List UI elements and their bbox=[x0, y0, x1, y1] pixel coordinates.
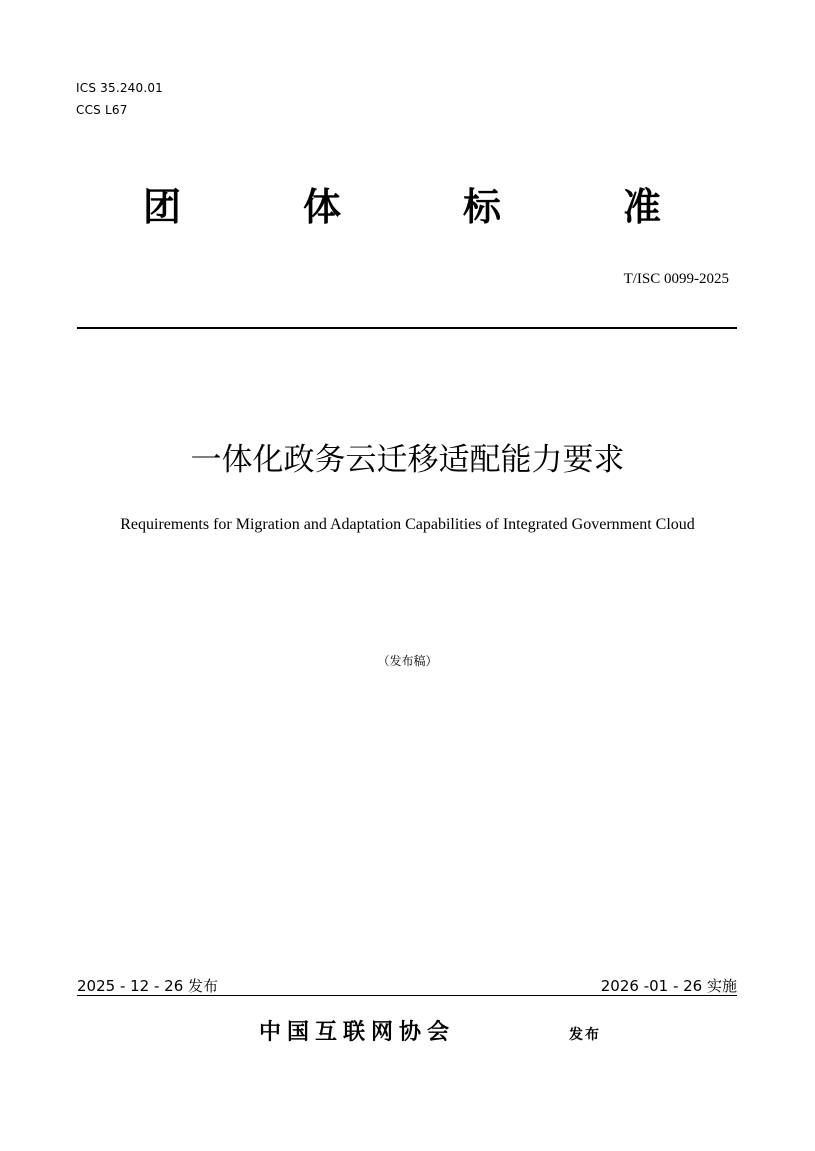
standard-number: T/ISC 0099-2025 bbox=[623, 271, 729, 287]
implementation-date: 2026 -01 - 26 实施 bbox=[600, 977, 737, 995]
ccs-code: CCS L67 bbox=[76, 103, 128, 117]
publisher-name: 中国互联网协会 bbox=[259, 1019, 456, 1045]
publisher-action: 发布 bbox=[569, 1027, 601, 1043]
standard-type-char-4: 准 bbox=[623, 184, 662, 229]
publish-date: 2025 - 12 - 26 发布 bbox=[77, 977, 219, 995]
ics-code: ICS 35.240.01 bbox=[76, 81, 164, 95]
document-title-english: Requirements for Migration and Adaptation Capabilities of Integrated Government Cloud bbox=[120, 516, 695, 533]
footer-divider bbox=[77, 995, 737, 996]
document-title-chinese: 一体化政务云迁移适配能力要求 bbox=[190, 442, 625, 478]
standard-type-char-3: 标 bbox=[463, 184, 502, 229]
standard-type-char-2: 体 bbox=[303, 184, 342, 229]
draft-status: （发布稿） bbox=[377, 654, 438, 668]
header-divider bbox=[77, 327, 737, 329]
standard-type-char-1: 团 bbox=[143, 184, 182, 229]
